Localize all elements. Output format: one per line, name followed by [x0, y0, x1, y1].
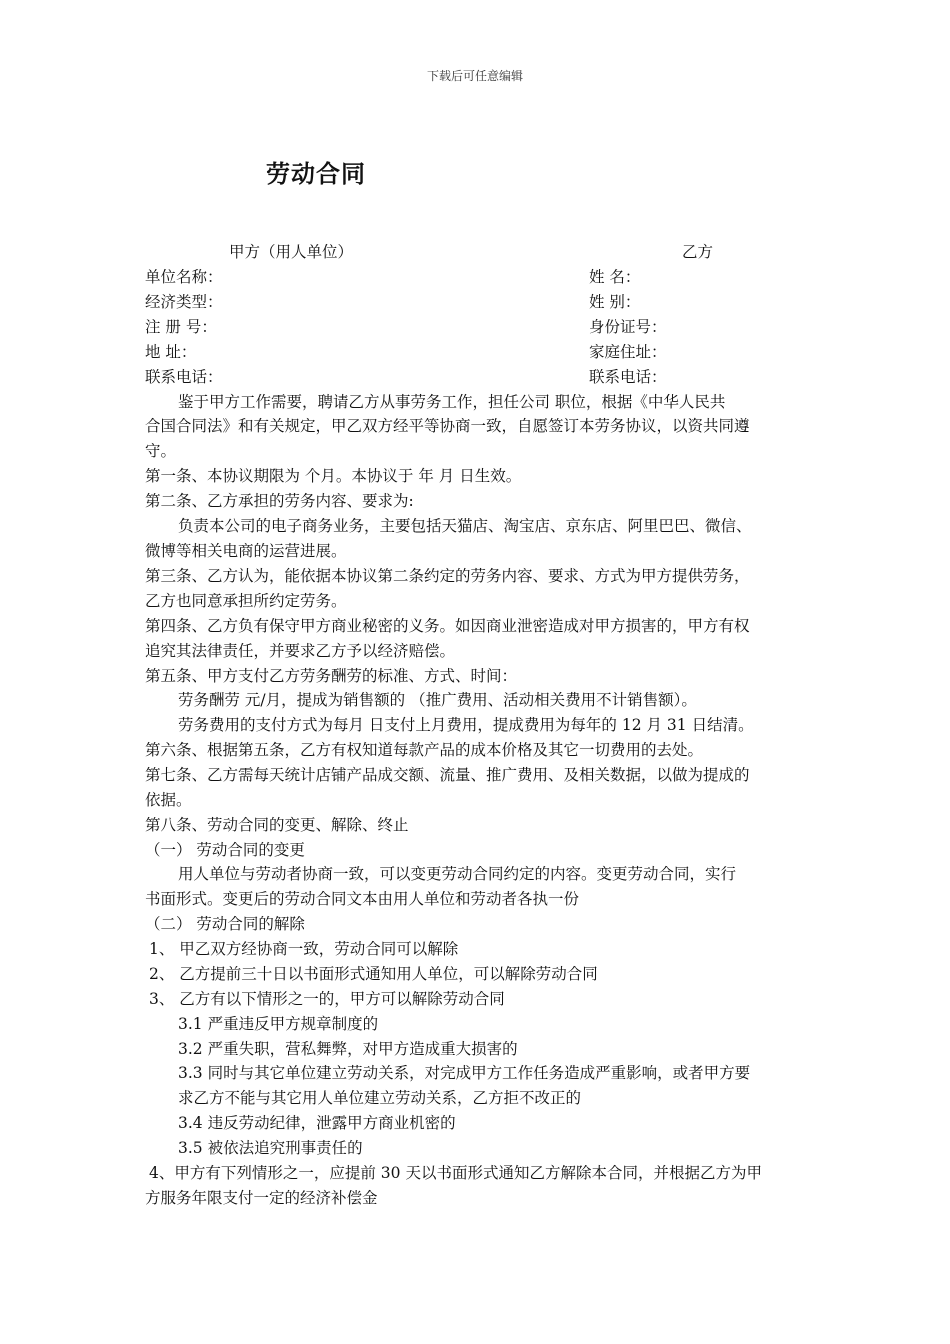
clause-4: 第四条、乙方负有保守甲方商业秘密的义务。如因商业泄密造成对甲方损害的，甲方有权: [145, 617, 750, 635]
party-a-field: 联系电话：: [145, 368, 223, 386]
body-line: 劳务酬劳 元/月，提成为销售额的 （推广费用、活动相关费用不计销售额）。: [178, 691, 697, 709]
body-line: 书面形式。变更后的劳动合同文本由用人单位和劳动者各执一份: [145, 890, 580, 908]
body-line: 方服务年限支付一定的经济补偿金: [145, 1189, 378, 1207]
clause-7: 第七条、乙方需每天统计店铺产品成交额、流量、推广费用、及相关数据，以做为提成的: [145, 766, 750, 784]
clause-8: 第八条、劳动合同的变更、解除、终止: [145, 816, 409, 834]
body-line: 劳务费用的支付方式为每月 日支付上月费用，提成费用为每年的 12 月 31 日结清。: [178, 716, 754, 734]
body-line: 守。: [145, 442, 177, 460]
section-heading: （一） 劳动合同的变更: [145, 841, 305, 859]
clause-6: 第六条、根据第五条，乙方有权知道每款产品的成本价格及其它一切费用的去处。: [145, 741, 704, 759]
party-a-field: 地 址：: [145, 343, 197, 361]
clause-5: 第五条、甲方支付乙方劳务酬劳的标准、方式、时间：: [145, 667, 518, 685]
body-line: 用人单位与劳动者协商一致，可以变更劳动合同约定的内容。变更劳动合同，实行: [178, 865, 737, 883]
list-item: 1、 甲乙双方经协商一致，劳动合同可以解除: [149, 940, 459, 958]
body-line: 鉴于甲方工作需要，聘请乙方从事劳务工作，担任公司 职位，根据《中华人民共: [178, 393, 726, 411]
party-b-field: 家庭住址：: [589, 343, 667, 361]
party-a-field: 经济类型：: [145, 293, 223, 311]
party-a-field: 注 册 号：: [145, 318, 217, 336]
party-a-heading: 甲方（用人单位）: [229, 243, 354, 261]
clause-2: 第二条、乙方承担的劳务内容、要求为:: [145, 492, 414, 510]
party-b-heading: 乙方: [682, 243, 714, 261]
header-note: 下载后可任意编辑: [426, 69, 523, 83]
sub-list-item: 3.4 违反劳动纪律，泄露甲方商业机密的: [178, 1114, 456, 1132]
list-item: 3、 乙方有以下情形之一的，甲方可以解除劳动合同: [149, 990, 505, 1008]
body-line: 乙方也同意承担所约定劳务。: [145, 592, 347, 610]
section-heading: （二） 劳动合同的解除: [145, 915, 305, 933]
clause-1: 第一条、本协议期限为 个月。本协议于 年 月 日生效。: [145, 467, 522, 485]
party-b-field: 姓 别：: [589, 293, 641, 311]
body-line: 微博等相关电商的运营进展。: [145, 542, 347, 560]
body-line: 合国合同法》和有关规定，甲乙双方经平等协商一致，自愿签订本劳务协议，以资共同遵: [145, 417, 750, 435]
party-b-field: 联系电话：: [589, 368, 667, 386]
clause-3: 第三条、乙方认为，能依据本协议第二条约定的劳务内容、要求、方式为甲方提供劳务，: [145, 567, 750, 585]
list-item: 2、 乙方提前三十日以书面形式通知用人单位，可以解除劳动合同: [149, 965, 598, 983]
sub-list-item: 3.2 严重失职，营私舞弊，对甲方造成重大损害的: [178, 1040, 518, 1058]
party-b-field: 身份证号：: [589, 318, 667, 336]
body-line: 负责本公司的电子商务业务，主要包括天猫店、淘宝店、京东店、阿里巴巴、微信、: [178, 517, 752, 535]
document-title: 劳动合同: [266, 160, 366, 188]
body-line: 依据。: [145, 791, 192, 809]
body-line: 求乙方不能与其它用人单位建立劳动关系，乙方拒不改正的: [178, 1089, 582, 1107]
sub-list-item: 3.1 严重违反甲方规章制度的: [178, 1015, 379, 1033]
sub-list-item: 3.5 被依法追究刑事责任的: [178, 1139, 363, 1157]
body-line: 追究其法律责任，并要求乙方予以经济赔偿。: [145, 642, 456, 660]
party-a-field: 单位名称：: [145, 268, 223, 286]
party-b-field: 姓 名：: [589, 268, 641, 286]
list-item: 4、甲方有下列情形之一，应提前 30 天以书面形式通知乙方解除本合同，并根据乙方为甲: [149, 1164, 762, 1182]
sub-list-item: 3.3 同时与其它单位建立劳动关系，对完成甲方工作任务造成严重影响，或者甲方要: [178, 1064, 751, 1082]
